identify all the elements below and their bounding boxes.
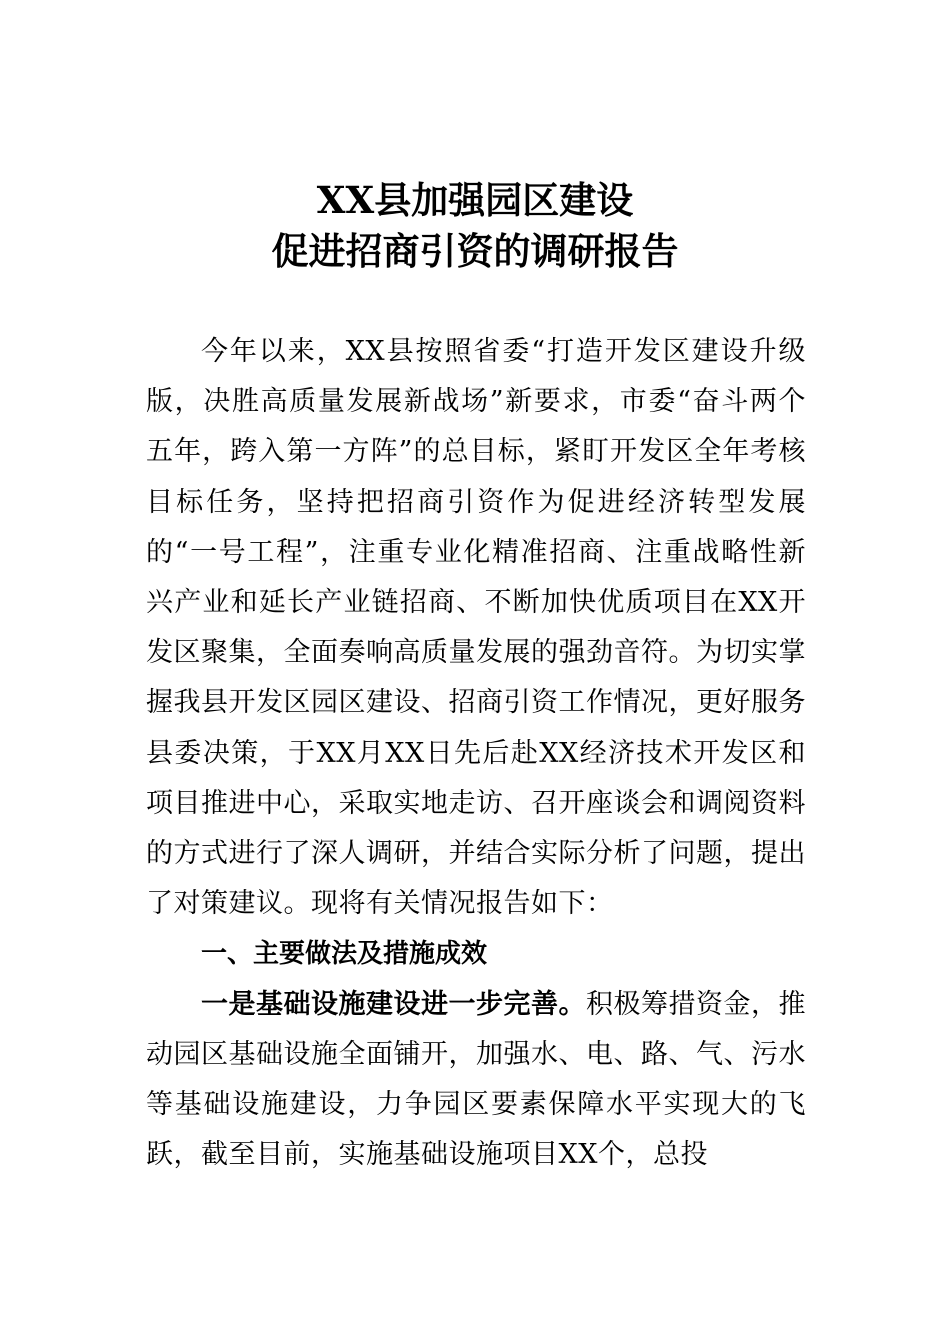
section-heading-1: 一、主要做法及措施成效 — [201, 939, 488, 970]
document-title-line-1: XX县加强园区建设 — [316, 178, 634, 222]
paragraph-body-text: 积极筹措资金，推动园区基础设施全面铺开，加强水、电、路、气、污水等基础设施建设，力争园区要素保障水平实现大的飞跃，截至目前，实施基础设施项目XX个，总投 — [146, 988, 806, 1171]
document-body — [146, 327, 806, 1180]
paragraph-infrastructure — [146, 980, 806, 1181]
paragraph-lead-text: 一是基础设施建设进一步完善。 — [201, 988, 586, 1020]
intro-paragraph: 今年以来，XX县按照省委“打造开发区建设升级版，决胜高质量发展新战场”新要求，市委“奋斗两个五年，跨入第一方阵”的总目标，紧盯开发区全年考核目标任务，坚持把招商引资作为促进经济转型发展的“一号工程”，注重专业化精准招商、注重战略性新兴产业和延长产业链招商、不断加快优质项目在XX开发区聚集，全面奏响高质量发展的强劲音符。为切实掌握我县开发区园区建设、招商引资工作情况，更好服务县委决策，于XX月XX日先后赴XX经济技术开发区和项目推进中心，采取实地走访、召开座谈会和调阅资料的方式进行了深人调研，并结合实际分析了问题，提出了对策建议。现将有关情况报告如下： — [146, 336, 806, 920]
document-title-line-2: 促进招商引资的调研报告 — [271, 229, 679, 273]
